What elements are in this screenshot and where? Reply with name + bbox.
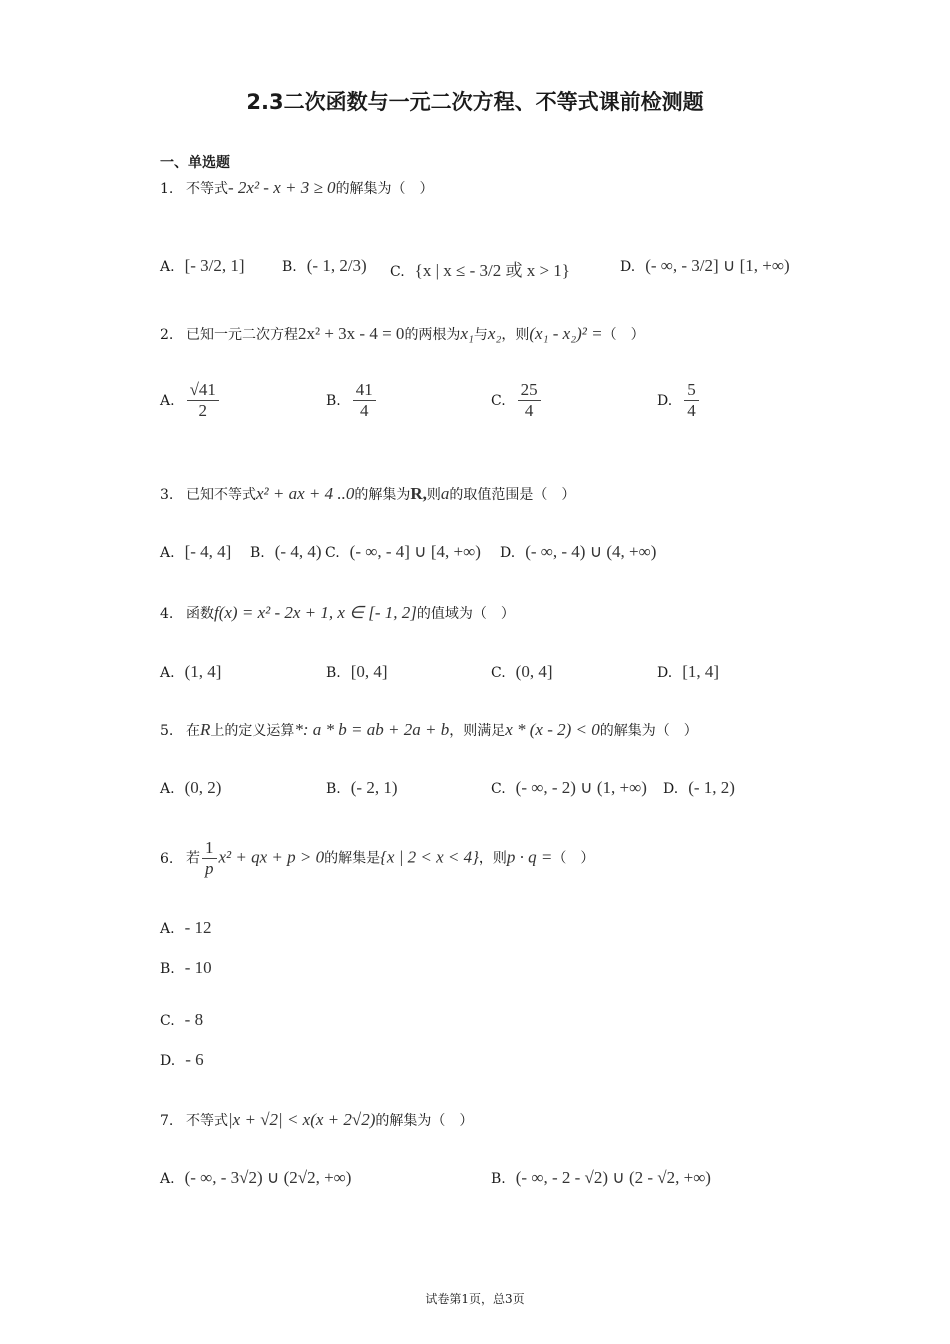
q3-option-c[interactable]: C. (- ∞, - 4] ∪ [4, +∞) [325, 542, 481, 561]
question-6: 6. 若 $\frac{1}{p}$ x² + qx + p > 0的解集是{x | 2 < x < 4}，则p · q =（ ） [160, 838, 595, 878]
q7-option-a[interactable]: A. (- ∞, - 3√2) ∪ (2√2, +∞) [160, 1168, 352, 1187]
q4-option-a[interactable]: A. (1, 4] [160, 662, 222, 681]
q1-option-b[interactable]: B. (- 1, 2/3) [282, 256, 367, 275]
q3-option-a[interactable]: A. [- 4, 4] [160, 542, 232, 561]
page-title: 2.3二次函数与一元二次方程、不等式课前检测题 [246, 90, 704, 114]
q1-option-a[interactable]: A. [- 3/2, 1] [160, 256, 245, 275]
q5-option-a[interactable]: A. (0, 2) [160, 778, 222, 797]
q5-option-b[interactable]: B. (- 2, 1) [326, 778, 398, 797]
question-5: 5. 在R上的定义运算*: a * b = ab + 2a + b，则满足x * (x - 2) < 0的解集为（ ） [160, 720, 698, 739]
question-7: 7. 不等式|x + √2| < x(x + 2√2)的解集为（ ） [160, 1110, 474, 1129]
q7-option-b[interactable]: B. (- ∞, - 2 - √2) ∪ (2 - √2, +∞) [491, 1168, 711, 1187]
q4-option-d[interactable]: D. [1, 4] [657, 662, 720, 681]
q2-option-c[interactable]: C. $\frac{25}{4}$ [491, 380, 543, 421]
q6-option-a[interactable]: A. - 12 [160, 918, 212, 937]
q5-option-d[interactable]: D. (- 1, 2) [663, 778, 735, 797]
q3-option-b[interactable]: B. (- 4, 4) [250, 542, 322, 561]
question-2: 2. 已知一元二次方程2x² + 3x - 4 = 0的两根为x₁与x₂，则(x₁ - x₂)² =（ ） [160, 324, 645, 343]
q6-option-c[interactable]: C. - 8 [160, 1010, 204, 1029]
fraction: $\frac{41}{4}$ [353, 380, 376, 421]
q2-option-a[interactable]: A. $\frac{√41}{2}$ [160, 380, 221, 421]
q5-option-c[interactable]: C. (- ∞, - 2) ∪ (1, +∞) [491, 778, 647, 797]
q3-option-d[interactable]: D. (- ∞, - 4) ∪ (4, +∞) [500, 542, 657, 561]
q1-option-c[interactable]: C. {x | x ≤ - 3/2 或 x > 1} [390, 261, 570, 280]
q1-option-d[interactable]: D. (- ∞, - 3/2] ∪ [1, +∞) [620, 256, 790, 275]
fraction: $\frac{25}{4}$ [518, 380, 541, 421]
q4-option-c[interactable]: C. (0, 4] [491, 662, 553, 681]
question-3: 3. 已知不等式x² + ax + 4 ..0的解集为R,则a的取值范围是（ ） [160, 484, 576, 503]
q4-option-b[interactable]: B. [0, 4] [326, 662, 388, 681]
q6-option-b[interactable]: B. - 10 [160, 958, 212, 977]
question-4: 4. 函数f(x) = x² - 2x + 1, x ∈ [- 1, 2]的值域为（ ） [160, 603, 515, 622]
section-heading: 一、单选题 [160, 155, 230, 171]
q2-option-d[interactable]: D. $\frac{5}{4}$ [657, 380, 701, 421]
question-1: 1. 不等式- 2x² - x + 3 ≥ 0的解集为（ ） [160, 178, 434, 197]
q2-option-b[interactable]: B. $\frac{41}{4}$ [326, 380, 378, 421]
page-footer: 试卷第1页，总3页 [425, 1292, 525, 1306]
fraction: $\frac{5}{4}$ [684, 380, 699, 421]
fraction: $\frac{√41}{2}$ [187, 380, 219, 421]
fraction: $\frac{1}{p}$ [202, 838, 217, 879]
q6-option-d[interactable]: D. - 6 [160, 1050, 204, 1069]
